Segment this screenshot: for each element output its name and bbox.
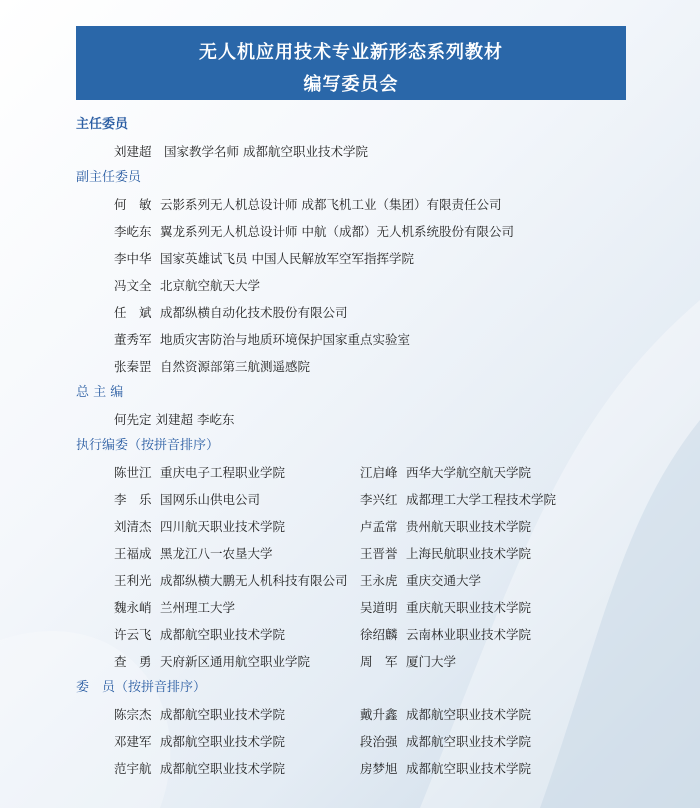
section-title-executive: 执行编委（按拼音排序） — [76, 438, 220, 453]
member-affiliation: 兰州理工大学 — [160, 600, 236, 615]
member-row — [76, 218, 676, 245]
chair-section — [76, 112, 676, 165]
member-cell — [114, 513, 360, 540]
member-affiliation: 成都纵横大鹏无人机科技有限公司 — [160, 573, 348, 588]
member-name: 李兴红 — [360, 492, 398, 507]
member-name: 陈宗杰 — [114, 707, 152, 722]
member-name: 刘清杰 — [114, 519, 152, 534]
member-affiliation: 成都航空职业技术学院 — [160, 734, 286, 749]
member-affiliation: 国家教学名师 成都航空职业技术学院 — [163, 144, 368, 159]
section-title-vice-chair: 副主任委员 — [76, 170, 142, 185]
member-cell — [360, 621, 660, 648]
member-cell — [114, 486, 360, 513]
member-affiliation: 成都理工大学工程技术学院 — [406, 492, 557, 507]
member-name: 许云飞 — [114, 627, 152, 642]
member-name: 何 敏 — [114, 197, 152, 212]
member-name: 周 军 — [360, 654, 398, 669]
page-subtitle: 编写委员会 — [303, 74, 399, 95]
member-name: 邓建军 — [114, 734, 152, 749]
member-row — [76, 353, 676, 380]
member-name: 徐绍麟 — [360, 627, 398, 642]
member-affiliation: 成都航空职业技术学院 — [160, 707, 286, 722]
member-affiliation: 翼龙系列无人机总设计师 中航（成都）无人机系统股份有限公司 — [160, 224, 514, 239]
title-banner — [76, 26, 626, 100]
member-cell — [360, 513, 660, 540]
member-name: 王晋誉 — [360, 546, 398, 561]
member-name: 卢孟常 — [360, 519, 398, 534]
member-affiliation: 重庆交通大学 — [406, 573, 482, 588]
member-affiliation: 自然资源部第三航测遥感院 — [160, 359, 311, 374]
member-name: 任 斌 — [114, 305, 152, 320]
committee-section — [76, 675, 676, 782]
member-affiliation: 成都航空职业技术学院 — [406, 734, 532, 749]
vice-chair-section — [76, 165, 676, 380]
member-cell — [114, 567, 360, 594]
member-affiliation: 上海民航职业技术学院 — [406, 546, 532, 561]
section-title-committee: 委 员（按拼音排序） — [76, 680, 207, 695]
member-name: 王福成 — [114, 546, 152, 561]
member-affiliation: 天府新区通用航空职业学院 — [160, 654, 311, 669]
member-row — [76, 138, 676, 165]
member-name: 刘建超 — [114, 144, 152, 159]
member-cell — [360, 594, 660, 621]
member-cell — [360, 728, 660, 755]
member-cell — [114, 728, 360, 755]
chief-editor-section — [76, 380, 676, 433]
member-affiliation: 厦门大学 — [406, 654, 457, 669]
member-name: 江启峰 — [360, 465, 398, 480]
member-cell — [360, 567, 660, 594]
member-name: 吴道明 — [360, 600, 398, 615]
member-row — [76, 191, 676, 218]
member-row — [76, 299, 676, 326]
member-affiliation: 成都航空职业技术学院 — [160, 627, 286, 642]
executive-grid — [76, 459, 676, 675]
member-name: 魏永峭 — [114, 600, 152, 615]
member-cell — [114, 701, 360, 728]
member-name: 房梦旭 — [360, 761, 398, 776]
member-cell — [114, 648, 360, 675]
section-title-chief-editor: 总 主 编 — [76, 385, 124, 400]
member-affiliation: 贵州航天职业技术学院 — [406, 519, 532, 534]
member-affiliation: 成都航空职业技术学院 — [406, 707, 532, 722]
member-cell — [360, 648, 660, 675]
member-affiliation: 北京航空航天大学 — [160, 278, 261, 293]
member-name: 陈世江 — [114, 465, 152, 480]
member-affiliation: 云南林业职业技术学院 — [406, 627, 532, 642]
page-title: 无人机应用技术专业新形态系列教材 — [199, 42, 503, 63]
member-affiliation: 成都航空职业技术学院 — [160, 761, 286, 776]
member-affiliation: 地质灾害防治与地质环境保护国家重点实验室 — [160, 332, 411, 347]
member-affiliation: 黑龙江八一农垦大学 — [160, 546, 273, 561]
member-affiliation: 云影系列无人机总设计师 成都飞机工业（集团）有限责任公司 — [160, 197, 502, 212]
member-affiliation: 四川航天职业技术学院 — [160, 519, 286, 534]
member-cell — [114, 459, 360, 486]
member-cell — [114, 621, 360, 648]
member-row — [76, 326, 676, 353]
member-name: 范宇航 — [114, 761, 152, 776]
member-name: 董秀军 — [114, 332, 152, 347]
section-title-chair: 主任委员 — [76, 117, 129, 132]
member-affiliation: 成都纵横自动化技术股份有限公司 — [160, 305, 348, 320]
member-cell — [114, 594, 360, 621]
committee-grid — [76, 701, 676, 782]
member-affiliation: 重庆电子工程职业学院 — [160, 465, 286, 480]
member-name: 王永虎 — [360, 573, 398, 588]
member-name: 王利光 — [114, 573, 152, 588]
member-name: 张秦罡 — [114, 359, 152, 374]
member-name: 李屹东 — [114, 224, 152, 239]
member-cell — [360, 486, 660, 513]
member-affiliation: 重庆航天职业技术学院 — [406, 600, 532, 615]
member-name: 冯文全 — [114, 278, 152, 293]
member-affiliation: 成都航空职业技术学院 — [406, 761, 532, 776]
member-cell — [114, 755, 360, 782]
member-name: 查 勇 — [114, 654, 152, 669]
committee-list — [76, 112, 676, 782]
member-cell — [360, 540, 660, 567]
chief-editor-names: 何先定 刘建超 李屹东 — [114, 412, 235, 427]
member-affiliation: 西华大学航空航天学院 — [406, 465, 532, 480]
member-name: 段治强 — [360, 734, 398, 749]
member-name: 李中华 — [114, 251, 152, 266]
member-affiliation: 国家英雄试飞员 中国人民解放军空军指挥学院 — [160, 251, 414, 266]
member-cell — [360, 459, 660, 486]
member-row — [76, 245, 676, 272]
member-cell — [360, 701, 660, 728]
member-name: 李 乐 — [114, 492, 152, 507]
executive-section — [76, 433, 676, 675]
member-row — [76, 272, 676, 299]
member-affiliation: 国网乐山供电公司 — [160, 492, 261, 507]
member-cell — [360, 755, 660, 782]
member-cell — [114, 540, 360, 567]
member-name: 戴升鑫 — [360, 707, 398, 722]
